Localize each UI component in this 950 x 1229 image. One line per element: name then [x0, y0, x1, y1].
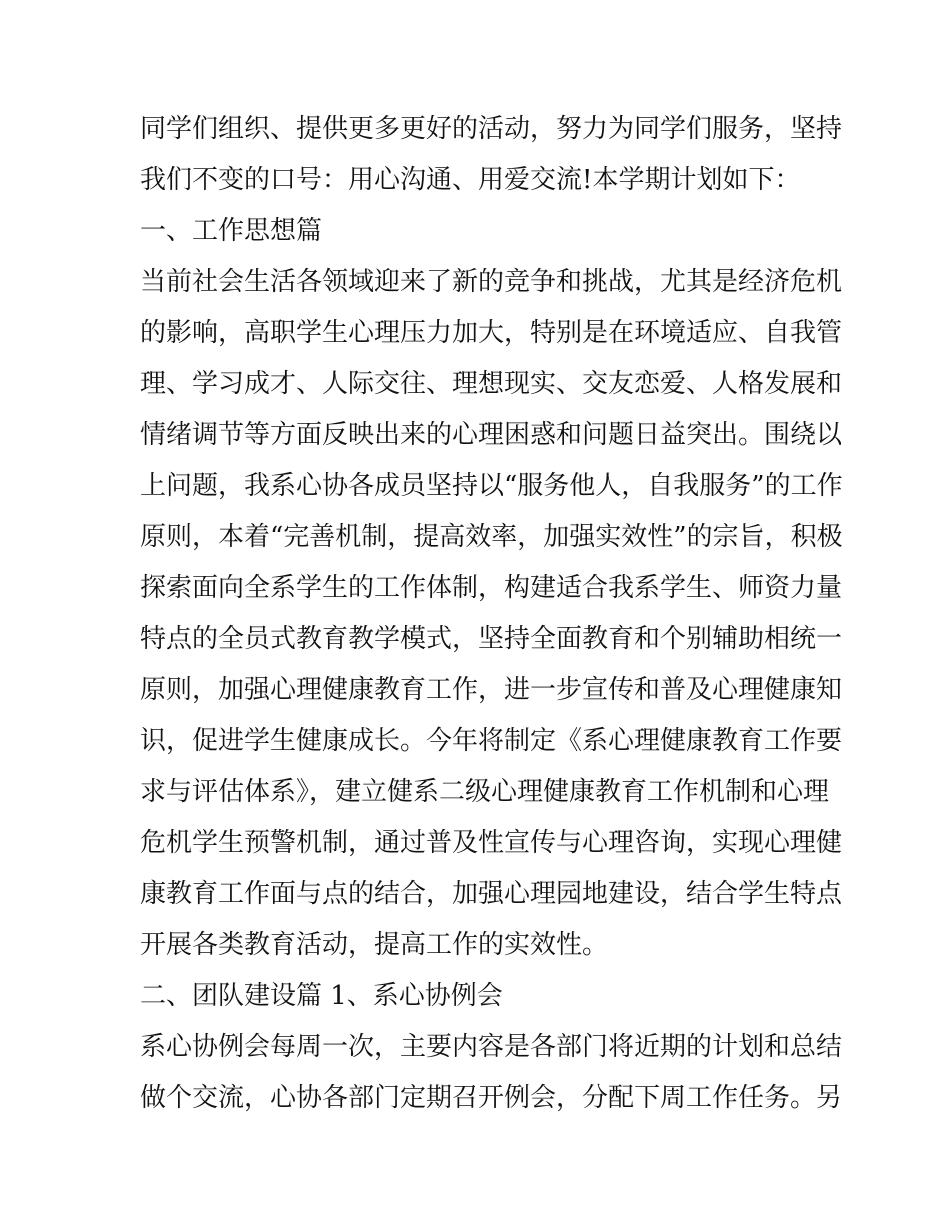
paragraph-line: 做个交流，心协各部门定期召开例会，分配下周工作任务。另: [140, 1083, 843, 1113]
paragraph-line: 上问题，我系心协各成员坚持以“服务他人，自我服务”的工作: [140, 471, 843, 501]
paragraph-line: 识，促进学生健康成长。今年将制定《系心理健康教育工作要: [140, 726, 843, 756]
paragraph-line: 系心协例会每周一次，主要内容是各部门将近期的计划和总结: [140, 1032, 843, 1062]
paragraph-line: 危机学生预警机制，通过普及性宣传与心理咨询，实现心理健: [140, 828, 843, 858]
paragraph-line: 求与评估体系》，建立健系二级心理健康教育工作机制和心理: [140, 777, 830, 807]
paragraph-line: 探索面向全系学生的工作体制，构建适合我系学生、师资力量: [140, 573, 843, 603]
paragraph-line: 情绪调节等方面反映出来的心理困惑和问题日益突出。围绕以: [140, 420, 843, 450]
document-body: [140, 104, 843, 1124]
paragraph-line: 康教育工作面与点的结合，加强心理园地建设，结合学生特点: [140, 879, 843, 909]
paragraph-line: 理、学习成才、人际交往、理想现实、交友恋爱、人格发展和: [140, 369, 843, 399]
section-heading: 一、工作思想篇: [140, 216, 323, 246]
paragraph-line: 的影响，高职学生心理压力加大，特别是在环境适应、自我管: [140, 318, 843, 348]
paragraph-line: 原则，加强心理健康教育工作，进一步宣传和普及心理健康知: [140, 675, 843, 705]
paragraph-line: 当前社会生活各领域迎来了新的竞争和挑战，尤其是经济危机: [140, 267, 843, 297]
paragraph-line: 我们不变的口号：用心沟通、用爱交流!本学期计划如下：: [140, 165, 801, 195]
paragraph-line: 特点的全员式教育教学模式，坚持全面教育和个别辅助相统一: [140, 624, 843, 654]
paragraph-line: 开展各类教育活动，提高工作的实效性。: [140, 930, 609, 960]
paragraph-line: 原则，本着“完善机制，提高效率，加强实效性”的宗旨，积极: [140, 522, 843, 552]
section-heading: 二、团队建设篇 1、系心协例会: [140, 981, 503, 1011]
paragraph-line: 同学们组织、提供更多更好的活动，努力为同学们服务，坚持: [140, 114, 843, 144]
